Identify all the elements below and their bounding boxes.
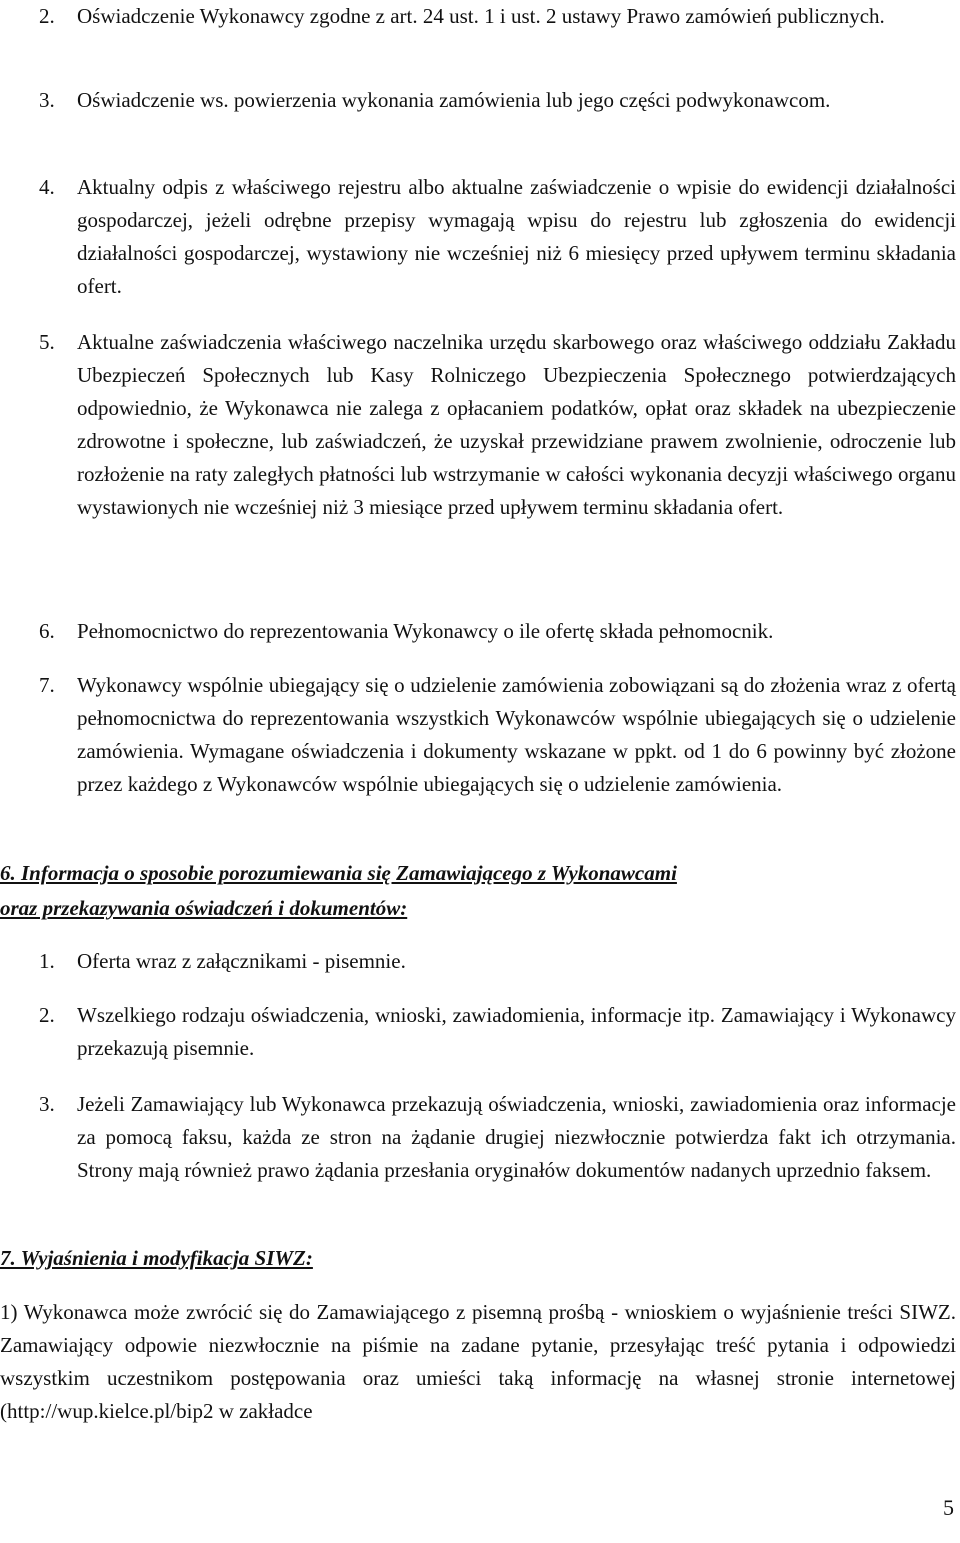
list-item-number: 4. [39,175,55,199]
list-item-number: 3. [39,1092,55,1116]
list-item-text: Wykonawcy wspólnie ubiegający się o udzielenie zamówienia zobowiązani są do złożenia wraz z ofertą pełnomocnictwa do reprezentowania wszystkich Wykonawców wspólnie ubiegających się o udzielenie zamówienia. Wymagane oświadczenia i dokumenty wskazane w ppkt. od 1 do 6 powinny być złożone przez każdego z Wykonawców wspólnie ubiegających się o udzielenie zamówienia. [77,673,956,796]
list-item-text: Oświadczenie ws. powierzenia wykonania zamówienia lub jego części podwykonawcom. [77,88,831,112]
list-item-text: Jeżeli Zamawiający lub Wykonawca przekazują oświadczenia, wnioski, zawiadomienia oraz informacje za pomocą faksu, każda ze stron na żądanie drugiej niezwłocznie potwierdza fakt ich otrzymania. Strony mają również prawo żądania przesłania oryginałów dokumentów nadanych uprzednio faksem. [77,1092,956,1182]
list-item-text: Pełnomocnictwo do reprezentowania Wykonawcy o ile ofertę składa pełnomocnik. [77,619,774,643]
page-number: 5 [943,1495,954,1520]
list-item-number: 5. [39,330,55,354]
section-heading-line: 6. Informacja o sposobie porozumiewania się Zamawiającego z Wykonawcami [0,861,677,885]
list-item-number: 2. [39,4,55,28]
list-item [0,945,956,978]
list-item-number: 6. [39,619,55,643]
list-item-text: Oferta wraz z załącznikami - pisemnie. [77,949,406,973]
list-item [0,326,956,590]
list-item [0,615,956,648]
list-item [0,1088,956,1220]
list-item-text: Wszelkiego rodzaju oświadczenia, wnioski, zawiadomienia, informacje itp. Zamawiający i Wykonawcy przekazują pisemnie. [77,1003,956,1060]
section-heading [0,856,930,926]
list-item [0,669,956,834]
section-heading [0,1241,930,1276]
list-item-number: 7. [39,673,55,697]
list-item [0,0,956,66]
list-item [0,999,956,1065]
list-item [0,84,956,150]
list-item-number: 3. [39,88,55,112]
list-item-number: 2. [39,1003,55,1027]
section-heading-line: oraz przekazywania oświadczeń i dokumentów: [0,896,408,920]
list-item-text: Aktualny odpis z właściwego rejestru albo aktualne zaświadczenie o wpisie do ewidencji działalności gospodarczej, jeżeli odrębne przepisy wymagają wpisu do rejestru lub zgłoszenia do ewidencji działalności gospodarczej, wystawiony nie wcześniej niż 6 miesięcy przed upływem terminu składania ofert. [77,175,956,298]
list-item-number: 1. [39,949,55,973]
list-item [0,171,956,303]
section-heading-line: 7. Wyjaśnienia i modyfikacja SIWZ: [0,1246,313,1270]
list-item-text: Oświadczenie Wykonawcy zgodne z art. 24 ust. 1 i ust. 2 ustawy Prawo zamówień publicznych. [77,4,885,28]
paragraph: 1) Wykonawca może zwrócić się do Zamawiającego z pisemną prośbą - wnioskiem o wyjaśnienie treści SIWZ. Zamawiający odpowie niezwłocznie na piśmie na zadane pytanie, przesyłając treść pytania i odpowiedzi wszystkim uczestnikom postępowania oraz umieści taką informację na własnej stronie internetowej (http://wup.kielce.pl/bip2 w zakładce [0,1300,956,1423]
list-item-text: Aktualne zaświadczenia właściwego naczelnika urzędu skarbowego oraz właściwego oddziału Zakładu Ubezpieczeń Społecznych lub Kasy Rolniczego Ubezpieczenia Społecznego potwierdzających odpowiednio, że Wykonawca nie zalega z opłacaniem podatków, opłat oraz składek na ubezpieczenie zdrowotne i społeczne, lub zaświadczeń, że uzyskał przewidziane prawem zwolnienie, odroczenie lub rozłożenie na raty zaległych płatności lub wstrzymanie w całości wykonania decyzji właściwego organu wystawionych nie wcześniej niż 3 miesiące przed upływem terminu składania ofert. [77,330,956,519]
